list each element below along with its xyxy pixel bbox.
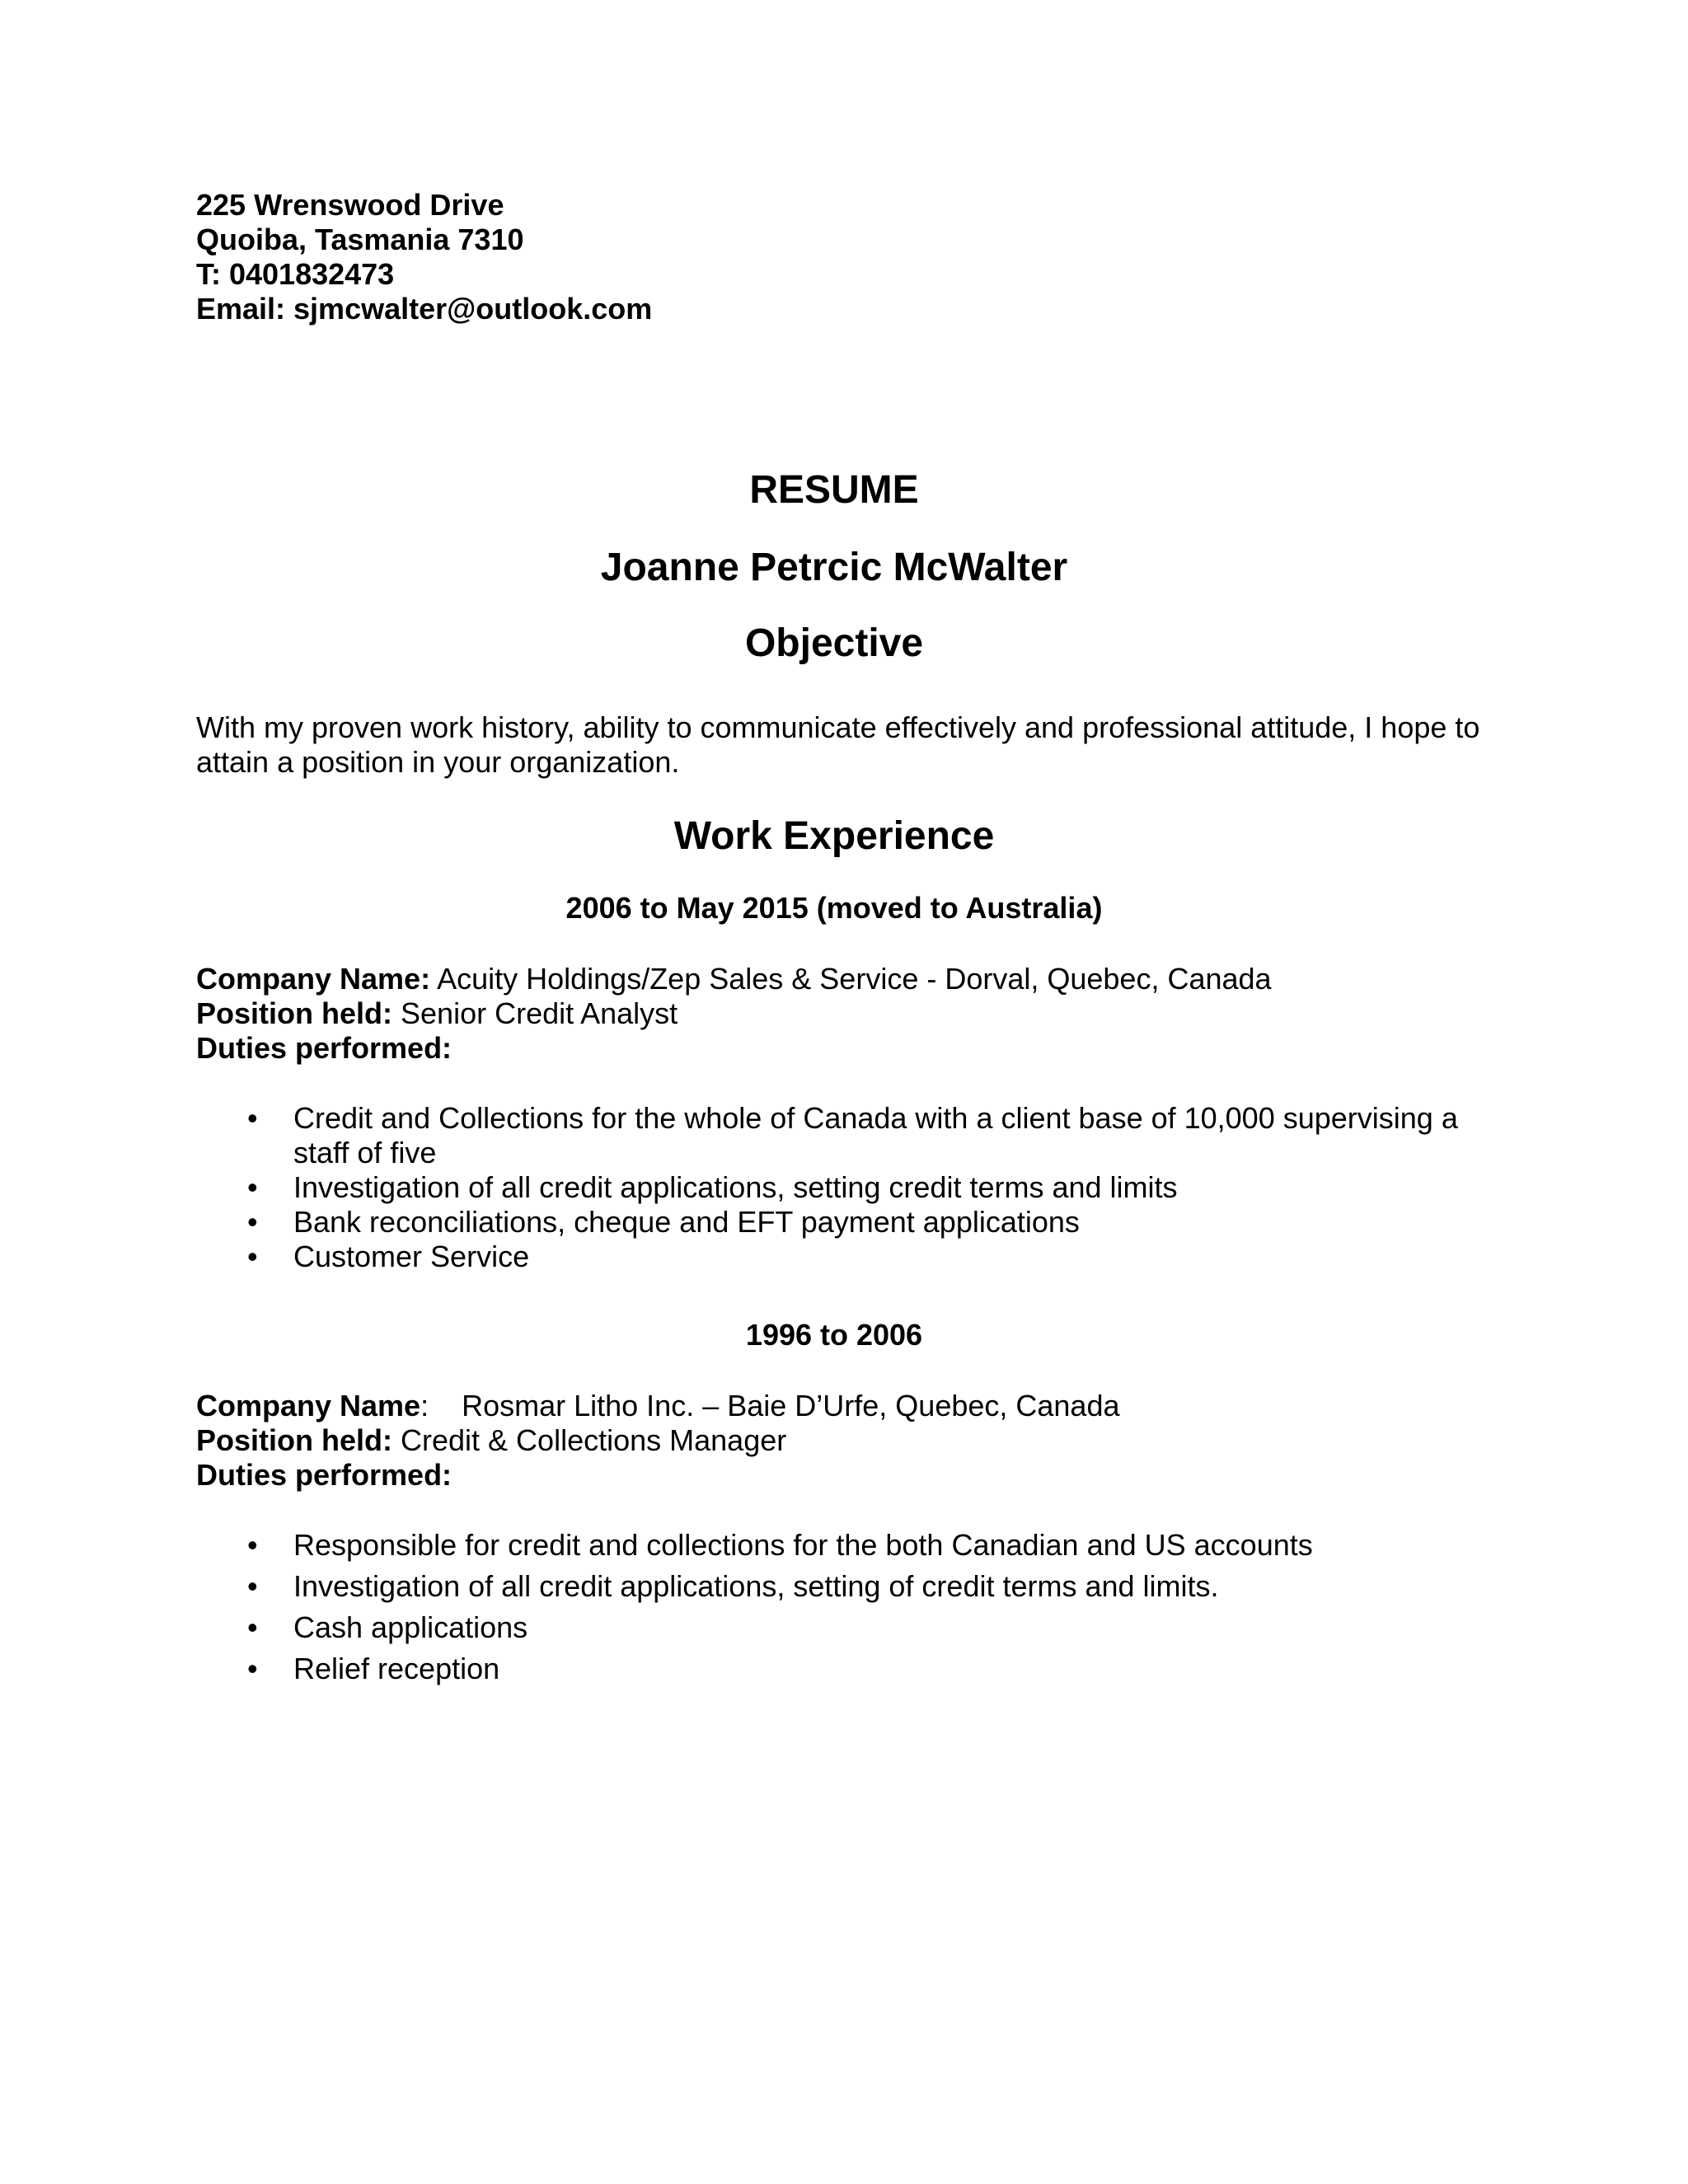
phone-number: T: 0401832473 [196,257,395,291]
duties-label: Duties performed: [196,1031,452,1065]
list-item: • Bank reconciliations, cheque and EFT payment applications [247,1205,1080,1239]
company-name: Acuity Holdings/Zep Sales & Service - Dorval, Quebec, Canada [437,962,1272,996]
bullet-icon: • [247,1569,258,1603]
company-name: Rosmar Litho Inc. – Baie D’Urfe, Quebec, Canada [462,1389,1120,1422]
company-line [196,1389,1120,1423]
duties-label: Duties performed: [196,1458,452,1492]
list-item: • Investigation of all credit applications, setting of credit terms and limits. [247,1569,1219,1603]
objective-heading: Objective [744,621,924,665]
bullet-icon: • [247,1170,258,1204]
position-line [196,996,1272,1031]
document-title: RESUME [749,468,919,512]
list-item: • Credit and Collections for the whole of Canada with a client base of 10,000 supervising a staff of five [247,1101,1458,1169]
address-city: Quoiba, Tasmania 7310 [196,223,524,256]
bullet-icon: • [247,1240,258,1273]
position-label: Position held: [196,996,392,1030]
bullet-icon: • [247,1205,258,1239]
contact-block [196,188,652,326]
bullet-icon: • [247,1528,258,1562]
email-address: Email: sjmcwalter@outlook.com [196,292,653,326]
bullet-icon: • [247,1652,258,1685]
position-line [196,1423,1120,1458]
position-label: Position held: [196,1423,392,1457]
duties-list [196,1101,1498,1274]
bullet-icon: • [247,1610,258,1644]
job-details [196,1389,1120,1493]
duties-list [196,1528,1498,1693]
work-experience-heading: Work Experience [673,814,995,858]
list-item: • Investigation of all credit applications, setting credit terms and limits [247,1170,1178,1204]
list-item: • Relief reception [247,1652,500,1685]
job-details [196,962,1272,1066]
list-item: • Cash applications [247,1610,528,1644]
company-label: Company Name [196,1389,421,1422]
company-separator: : [420,1389,429,1422]
list-item: • Responsible for credit and collections for the both Canadian and US accounts [247,1528,1313,1562]
company-line [196,962,1272,996]
company-label: Company Name: [196,962,431,996]
job-period: 2006 to May 2015 (moved to Australia) [565,891,1103,925]
objective-text: With my proven work history, ability to communicate effectively and professional attitude, I hope to attain a position in your organization. [196,710,1480,779]
bullet-icon: • [247,1101,258,1135]
job-period: 1996 to 2006 [745,1318,923,1352]
list-item: • Customer Service [247,1240,530,1273]
position-title: Senior Credit Analyst [401,996,678,1030]
position-title: Credit & Collections Manager [401,1423,787,1457]
applicant-name: Joanne Petrcic McWalter [600,546,1068,589]
address-street: 225 Wrenswood Drive [196,188,504,222]
